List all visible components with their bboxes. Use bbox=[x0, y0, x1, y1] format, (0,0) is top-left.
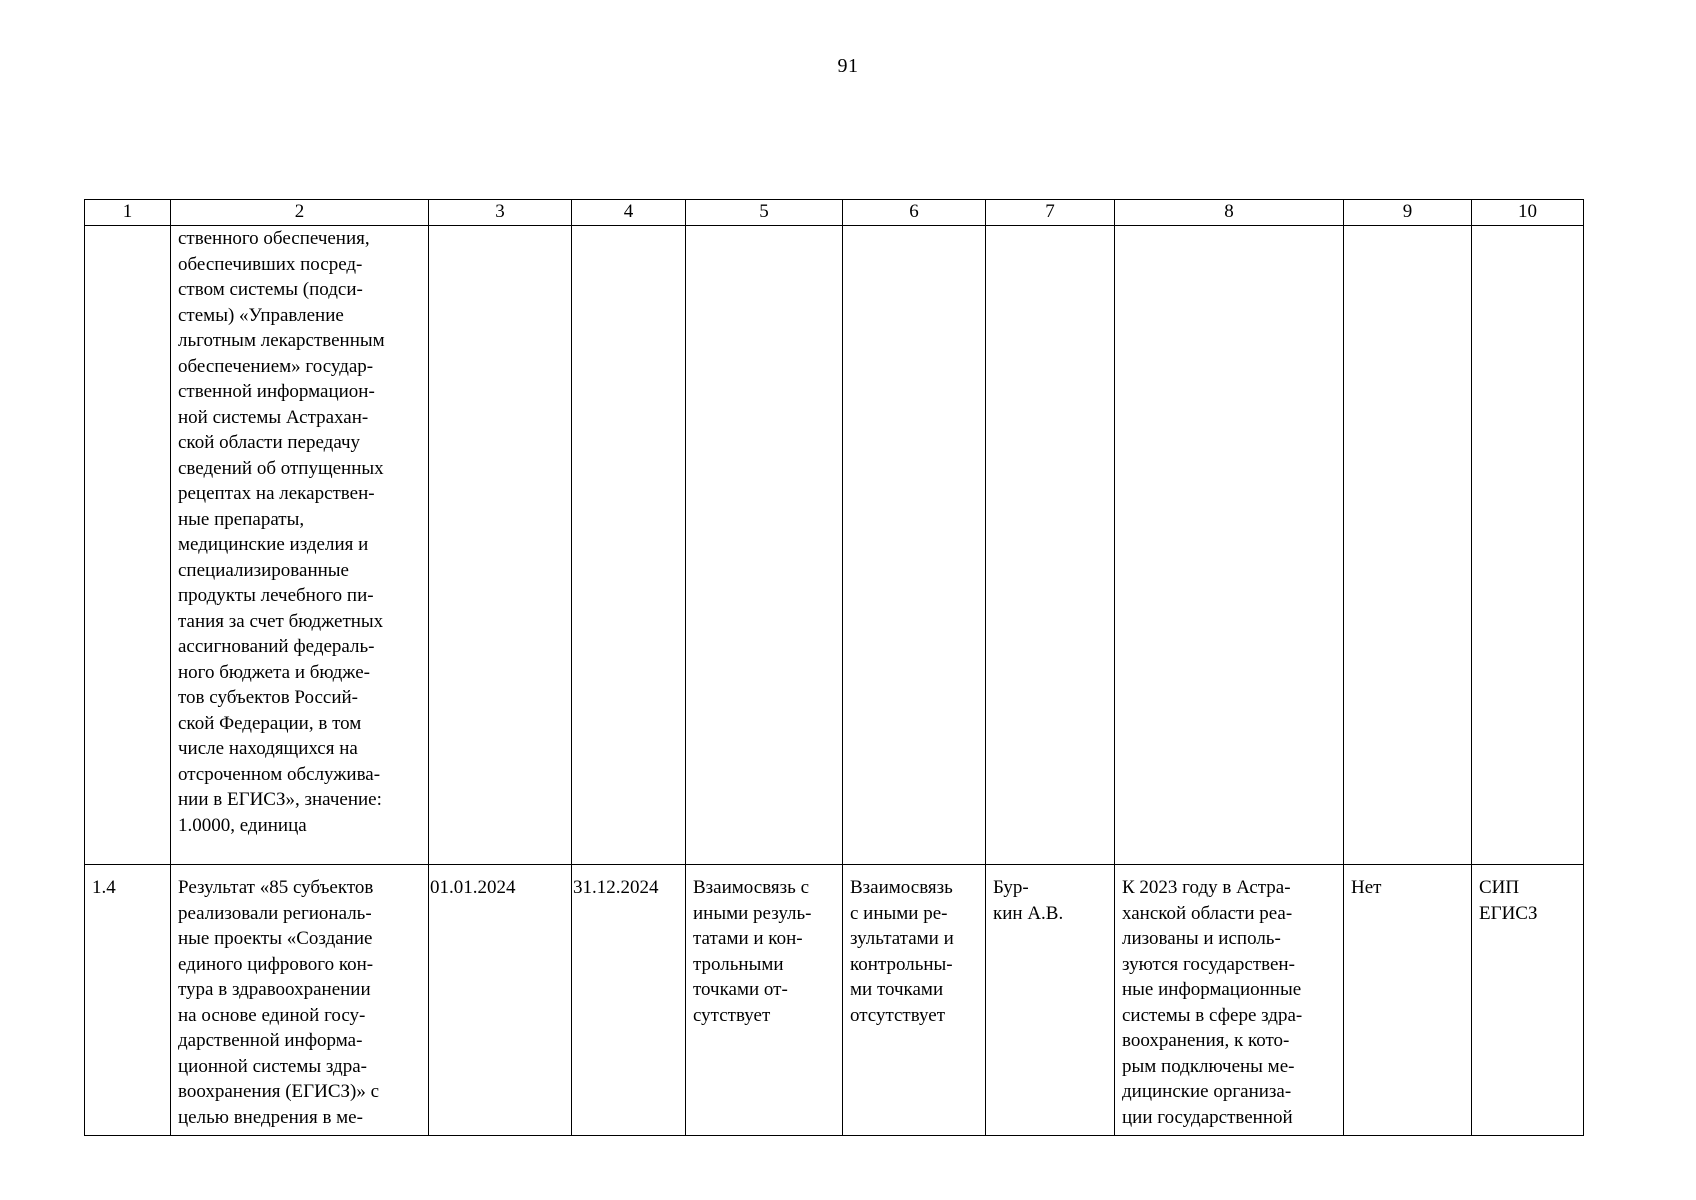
cell-number bbox=[85, 226, 170, 231]
table-cell bbox=[572, 865, 686, 1136]
table-cell bbox=[843, 865, 986, 1136]
cell-responsible: Бур- кин А.В. bbox=[993, 877, 1064, 924]
column-header-6: 6 bbox=[843, 200, 986, 226]
table-cell bbox=[171, 226, 429, 865]
cell-number: 1.4 bbox=[92, 877, 116, 898]
table-row-continuation bbox=[85, 226, 1584, 865]
table-cell bbox=[1472, 226, 1584, 865]
cell-responsible bbox=[986, 226, 1114, 231]
cell-flag: Нет bbox=[1351, 877, 1382, 898]
table-cell bbox=[1344, 865, 1472, 1136]
cell-relation-next: Взаимосвязь с иными ре- зультатами и контрольны- ми точками отсутствует bbox=[850, 877, 954, 1026]
document-table bbox=[84, 199, 1584, 1136]
cell-start-date: 01.01.2024 bbox=[430, 877, 516, 898]
column-header-5: 5 bbox=[686, 200, 843, 226]
column-header-1: 1 bbox=[85, 200, 171, 226]
table-cell bbox=[686, 226, 843, 865]
cell-end-date bbox=[572, 226, 685, 231]
cell-system bbox=[1472, 226, 1583, 231]
cell-start-date bbox=[429, 226, 571, 231]
column-header-3: 3 bbox=[429, 200, 572, 226]
column-header-4: 4 bbox=[572, 200, 686, 226]
cell-relation-previous: Взаимосвязь с иными резуль- татами и кон- трольными точками от- сутствует bbox=[693, 877, 812, 1026]
table-cell bbox=[429, 226, 572, 865]
cell-result-description: Результат «85 субъектов реализовали региональ- ные проекты «Создание единого цифрового кон- тура в здравоохранении на основе единой госу- дарственной информа- ционной системы здра- воохранения (ЕГИСЗ)» с целью внедрения в ме- bbox=[178, 877, 380, 1128]
cell-relation-previous bbox=[686, 226, 842, 231]
table-cell bbox=[171, 865, 429, 1136]
table-cell bbox=[85, 226, 171, 865]
column-header-9: 9 bbox=[1344, 200, 1472, 226]
cell-characteristic: К 2023 году в Астра- ханской области реа- лизованы и исполь- зуются государствен- ные информационные системы в сфере здра- воохранения, к кото- рым подключены ме- дицинские организа- ции государственной bbox=[1122, 877, 1303, 1128]
column-number-header-row bbox=[85, 200, 1584, 226]
table-cell bbox=[1344, 226, 1472, 865]
table-cell bbox=[85, 865, 171, 1136]
column-header-7: 7 bbox=[986, 200, 1115, 226]
table-cell bbox=[986, 865, 1115, 1136]
column-header-8: 8 bbox=[1115, 200, 1344, 226]
table-cell bbox=[572, 226, 686, 865]
page-number: 91 bbox=[837, 55, 859, 77]
table-cell bbox=[1115, 865, 1344, 1136]
cell-relation-next bbox=[843, 226, 985, 231]
table-row-1-4 bbox=[85, 865, 1584, 1136]
table-cell bbox=[1115, 226, 1344, 865]
column-header-10: 10 bbox=[1472, 200, 1584, 226]
table-cell bbox=[986, 226, 1115, 865]
table-cell bbox=[843, 226, 986, 865]
cell-end-date: 31.12.2024 bbox=[573, 877, 659, 898]
cell-flag bbox=[1344, 226, 1471, 231]
table-cell bbox=[1472, 865, 1584, 1136]
table-cell bbox=[686, 865, 843, 1136]
table-cell bbox=[429, 865, 572, 1136]
cell-characteristic bbox=[1115, 226, 1343, 231]
cell-result-description: ственного обеспечения, обеспечивших посред- ством системы (подси- стемы) «Управление льготным лекарственным обеспечением» государ- ственной информацион- ной системы Астрахан- ской области передачу сведений об отпущенных рецептах на лекарствен- ные препараты, медицинские изделия и специализированные продукты лечебного пи- тания за счет бюджетных ассигнований федераль- ного бюджета и бюдже- тов субъектов Россий- ской Федерации, в том числе находящихся на отсроченном обслужива- нии в ЕГИСЗ», значение: 1.0000, единица bbox=[178, 228, 385, 836]
cell-system: СИП ЕГИСЗ bbox=[1479, 877, 1538, 924]
column-header-2: 2 bbox=[171, 200, 429, 226]
